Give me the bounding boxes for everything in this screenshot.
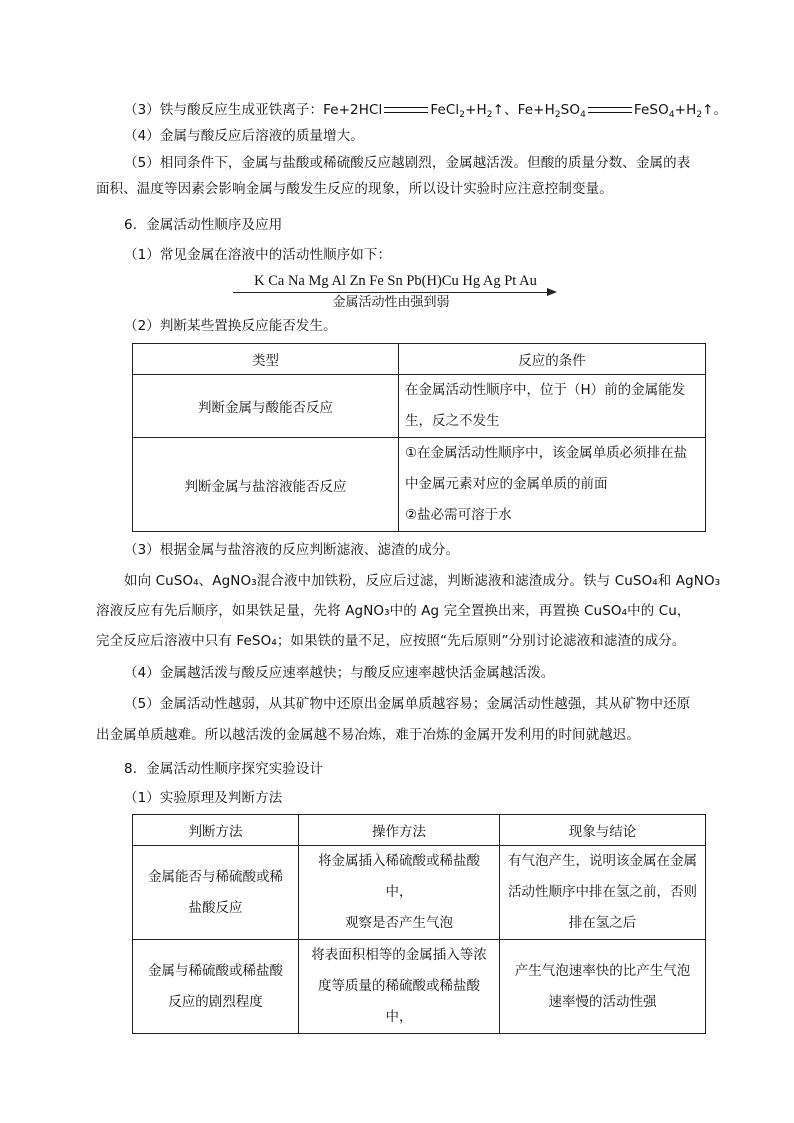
cell-text: ②盐必需可溶于水 [405,507,512,523]
cell-text: 中金属元素对应的金属单质的前面 [405,476,608,492]
equation-text: ↑。 [702,102,728,118]
section-heading-8: 8．金属活动性顺序探究实验设计 [124,761,324,777]
equation-text: +H [674,102,697,118]
table-cell-result [500,846,706,940]
table-header-cell: 现象与结论 [500,815,706,846]
cell-text: 盐酸反应 [188,899,243,916]
cell-text: 观察是否产生气泡 [345,915,453,931]
table-header-cell: 判断方法 [133,815,299,846]
activity-series-text: K Ca Na Mg Al Zn Fe Sn Pb(H)Cu Hg Ag Pt Au [254,273,537,289]
table-header-row [133,815,706,846]
paragraph-rate: （4）金属越活泼与酸反应速率越快；与酸反应速率越快活金属越活泼。 [124,665,555,681]
cell-text: 有气泡产生，说明该金属在金属 [508,853,697,869]
equation-text: FeSO [633,102,669,118]
subscript: 2 [459,110,466,120]
subscript: 4 [668,110,675,120]
table-header-cell: 类型 [133,344,399,375]
cell-text: 将表面积相等的金属插入等浓 [311,947,487,963]
equation-text: FeCl [430,102,460,118]
table-displacement-conditions [132,343,706,532]
table-row [133,438,706,532]
table-cell-operation [299,940,500,1034]
arrow-line [233,292,549,293]
table-experiment-design [132,814,706,1034]
paragraph-example-a: 如向 CuSO₄、AgNO₃混合液中加铁粉，反应后过滤，判断滤液和滤渣成分。铁与 CuSO₄和 AgNO₃ [124,573,721,589]
subscript: 4 [580,110,586,120]
table-header-cell: 反应的条件 [399,344,706,375]
cell-text: 生，反之不发生 [405,413,500,429]
section-heading-6: 6．金属活动性顺序及应用 [124,217,283,233]
paragraph-mass-increase: （4）金属与酸反应后溶液的质量增大。 [124,128,364,144]
paragraph-reactivity-b: 面积、温度等因素会影响金属与酸发生反应的现象，所以设计实验时应注意控制变量。 [96,181,613,197]
cell-text: ①在金属活动性顺序中，该金属单质必须排在盐 [405,445,688,461]
subscript: 2 [486,110,493,120]
subscript: 2 [696,110,703,120]
cell-text: 活动性顺序中排在氢之前，否则 [508,884,697,900]
cell-text: 反应的剧烈程度 [168,993,263,1010]
equation-text: SO [560,102,581,118]
table-cell-condition [399,438,706,532]
activity-series-caption: 金属活动性由强到弱 [332,295,450,310]
cell-text: 在金属活动性顺序中，位于（H）前的金属能发 [405,382,686,398]
cell-text: 将金属插入稀硫酸或稀盐酸中， [318,853,480,900]
paragraph-smelting-b: 出金属单质越难。所以越活泼的金属越不易冶炼，难于冶炼的金属开发利用的时间就越迟。 [96,727,640,743]
equation-lead: （3）铁与酸反应生成亚铁离子：Fe+2HCl [124,102,383,118]
table-row [133,375,706,438]
paragraph-experiment-principle: （1）实验原理及判断方法 [124,790,283,806]
table-cell-result [500,940,706,1034]
table-header-cell: 操作方法 [299,815,500,846]
paragraph-displacement: （2）判断某些置换反应能否发生。 [124,318,337,334]
table-row [133,940,706,1034]
equals-sign [384,107,428,113]
cell-text: 金属与稀硫酸或稀盐酸 [148,962,283,979]
table-cell-operation [299,846,500,940]
subscript: 2 [554,110,561,120]
cell-text: 度等质量的稀硫酸或稀盐酸中， [318,978,480,1025]
table-cell-type: 判断金属与酸能否反应 [133,375,399,438]
equation-text: +H [465,102,487,118]
table-row [133,846,706,940]
table-cell-condition [399,375,706,438]
paragraph-reactivity-a: （5）相同条件下，金属与盐酸或稀硫酸反应越剧烈，金属越活泼。但酸的质量分数、金属的表 [124,155,691,171]
equation-text: ↑、Fe+H [492,102,555,118]
paragraph-example-b: 溶液反应有先后顺序，如果铁足量，先将 AgNO₃中的 Ag 完全置换出来，再置换 CuSO₄中的 Cu， [96,603,691,619]
cell-text: 排在氢之后 [568,915,637,931]
table-header-row [133,344,706,375]
table-cell-method [133,940,299,1034]
table-cell-method [133,846,299,940]
cell-text: 金属能否与稀硫酸或稀 [148,868,283,885]
paragraph-filtrate-residue: （3）根据金属与盐溶液的反应判断滤液、滤渣的成分。 [124,542,460,558]
table-cell-type: 判断金属与盐溶液能否反应 [133,438,399,532]
paragraph-example-c: 完全反应后溶液中只有 FeSO₄；如果铁的量不足，应按照“先后原则”分别讨论滤液和滤渣的成分。 [96,633,686,649]
cell-text: 产生气泡速率快的比产生气泡 [514,962,691,979]
paragraph-activity-series-intro: （1）常见金属在溶液中的活动性顺序如下： [124,247,392,263]
equals-sign [588,107,632,113]
paragraph-iron-acid-equations [124,100,734,125]
paragraph-smelting-a: （5）金属活动性越弱，从其矿物中还原出金属单质越容易；金属活动性越强，其从矿物中还原 [124,696,691,712]
cell-text: 速率慢的活动性强 [548,993,657,1010]
